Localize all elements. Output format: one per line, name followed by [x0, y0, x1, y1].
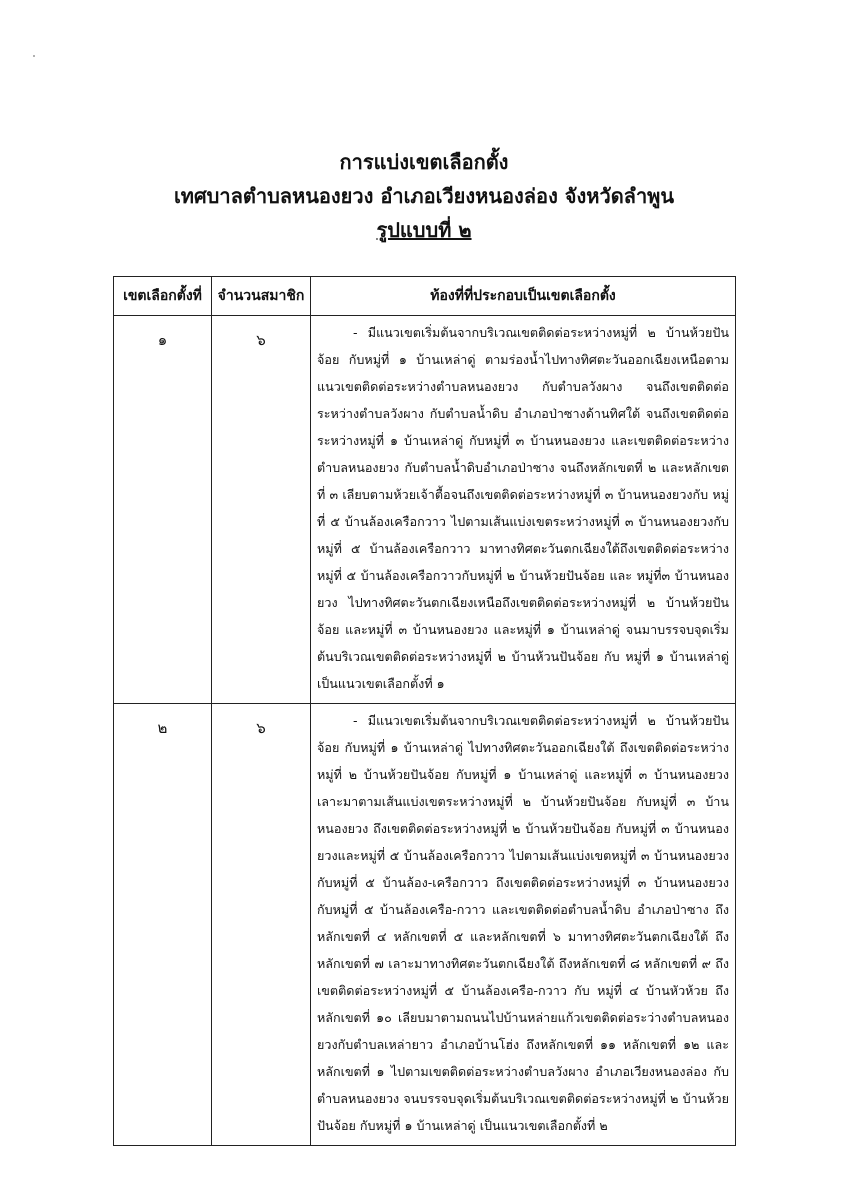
header-area: ท้องที่ที่ประกอบเป็นเขตเลือกตั้ง [311, 277, 736, 316]
member-count: ๖ [212, 704, 311, 1146]
table-row [114, 316, 736, 704]
district-description: - มีแนวเขตเริ่มต้นจากบริเวณเขตติดต่อระหว่างหมู่ที่ ๒ บ้านห้วยปันจ้อย กับหมู่ที่ ๑ บ้านเหล่าดู่ ไปทางทิศตะวันออกเฉียงใต้ ถึงเขตติดต่อระหว่าง หมู่ที่ ๒ บ้านห้วยปันจ้อย กับหมู่ที่ ๑ บ้านเหล่าดู่ และหมู่ที่ ๓ บ้านหนองยวง เลาะมาตามเส้นแบ่งเขตระหว่างหมู่ที่ ๒ บ้านห้วยปันจ้อย กับหมู่ที่ ๓ บ้านหนองยวง ถึงเขตติดต่อระหว่างหมู่ที่ ๒ บ้านห้วยปันจ้อย กับหมู่ที่ ๓ บ้านหนองยวงและหมู่ที่ ๕ บ้านล้องเครือกวาว ไปตามเส้นแบ่งเขตหมู่ที่ ๓ บ้านหนองยวง กับหมู่ที่ ๕ บ้านล้อง-เครือกวาว ถึงเขตติดต่อระหว่างหมู่ที่ ๓ บ้านหนองยวง กับหมู่ที่ ๕ บ้านล้องเครือ-กวาว และเขตติดต่อตำบลน้ำดิบ อำเภอป่าซาง ถึงหลักเขตที่ ๔ หลักเขตที่ ๕ และหลักเขตที่ ๖ มาทางทิศตะวันตกเฉียงใต้ ถึงหลักเขตที่ ๗ เลาะมาทางทิศตะวันตกเฉียงใต้ ถึงหลักเขตที่ ๘ หลักเขตที่ ๙ ถึงเขตติดต่อระหว่างหมู่ที่ ๕ บ้านล้องเครือ-กวาว กับ หมู่ที่ ๔ บ้านหัวห้วย ถึงหลักเขตที่ ๑๐ เลียบมาตามถนนไปบ้านหล่ายแก้วเขตติดต่อระว่างตำบลหนองยวงกับตำบลเหล่ายาว อำเภอบ้านโฮ่ง ถึงหลักเขตที่ ๑๑ หลักเขตที่ ๑๒ และหลักเขตที่ ๑ ไปตามเขตติดต่อระหว่างตำบลวังผาง อำเภอเวียงหนองล่อง กับตำบลหนองยวง จนบรรจบจุดเริ่มต้นบริเวณเขตติดต่อระหว่างหมู่ที่ ๒ บ้านห้วยปันจ้อย กับหมู่ที่ ๑ บ้านเหล่าดู่ เป็นแนวเขตเลือกตั้งที่ ๒ [317, 713, 729, 1133]
member-count: ๖ [212, 316, 311, 704]
district-number: ๒ [114, 704, 212, 1146]
header-district: เขตเลือกตั้งที่ [114, 277, 212, 316]
district-description-cell [311, 704, 736, 1146]
district-description-cell [311, 316, 736, 704]
document-subtitle: เทศบาลตำบลหนองยวง อำเภอเวียงหนองล่อง จังหวัดลำพูน [173, 184, 675, 208]
document-title: การแบ่งเขตเลือกตั้ง [339, 150, 509, 174]
document-format-label: รูปแบบที่ ๒ [376, 218, 472, 242]
district-description: - มีแนวเขตเริ่มต้นจากบริเวณเขตติดต่อระหว่างหมู่ที่ ๒ บ้านห้วยปันจ้อย กับหมู่ที่ ๑ บ้านเหล่าดู่ ตามร่องน้ำไปทางทิศตะวันออกเฉียงเหนือตามแนวเขตติดต่อระหว่างตำบลหนองยวง กับตำบลวังผาง จนถึงเขตติดต่อระหว่างตำบลวังผาง กับตำบลน้ำดิบ อำเภอป่าซางด้านทิศใต้ จนถึงเขตติดต่อระหว่างหมู่ที่ ๑ บ้านเหล่าดู่ กับหมู่ที่ ๓ บ้านหนองยวง และเขตติดต่อระหว่างตำบลหนองยวง กับตำบลน้ำดิบอำเภอป่าซาง จนถึงหลักเขตที่ ๒ และหลักเขตที่ ๓ เลียบตามห้วยเจ้าตื้อจนถึงเขตติดต่อระหว่างหมู่ที่ ๓ บ้านหนองยวงกับ หมู่ที่ ๕ บ้านล้องเครือกวาว ไปตามเส้นแบ่งเขตระหว่างหมู่ที่ ๓ บ้านหนองยวงกับหมู่ที่ ๕ บ้านล้องเครือกวาว มาทางทิศตะวันตกเฉียงใต้ถึงเขตติดต่อระหว่างหมู่ที่ ๕ บ้านล้องเครือกวาวกับหมู่ที่ ๒ บ้านห้วยปันจ้อย และ หมู่ที่๓ บ้านหนองยวง ไปทางทิศตะวันตกเฉียงเหนือถึงเขตติดต่อระหว่างหมู่ที่ ๒ บ้านห้วยปันจ้อย และหมู่ที่ ๓ บ้านหนองยวง และหมู่ที่ ๑ บ้านเหล่าดู่ จนมาบรรจบจุดเริ่มต้นบริเวณเขตติดต่อระหว่างหมู่ที่ ๒ บ้านห้วนปันจ้อย กับ หมู่ที่ ๑ บ้านเหล่าดู่ เป็นแนวเขตเลือกตั้งที่ ๑ [317, 325, 729, 691]
header-members: จำนวนสมาชิก [212, 277, 311, 316]
table-row [114, 704, 736, 1146]
district-number: ๑ [114, 316, 212, 704]
table-header-row [114, 277, 736, 316]
electoral-district-table [113, 276, 736, 1146]
scan-speck [33, 55, 35, 57]
